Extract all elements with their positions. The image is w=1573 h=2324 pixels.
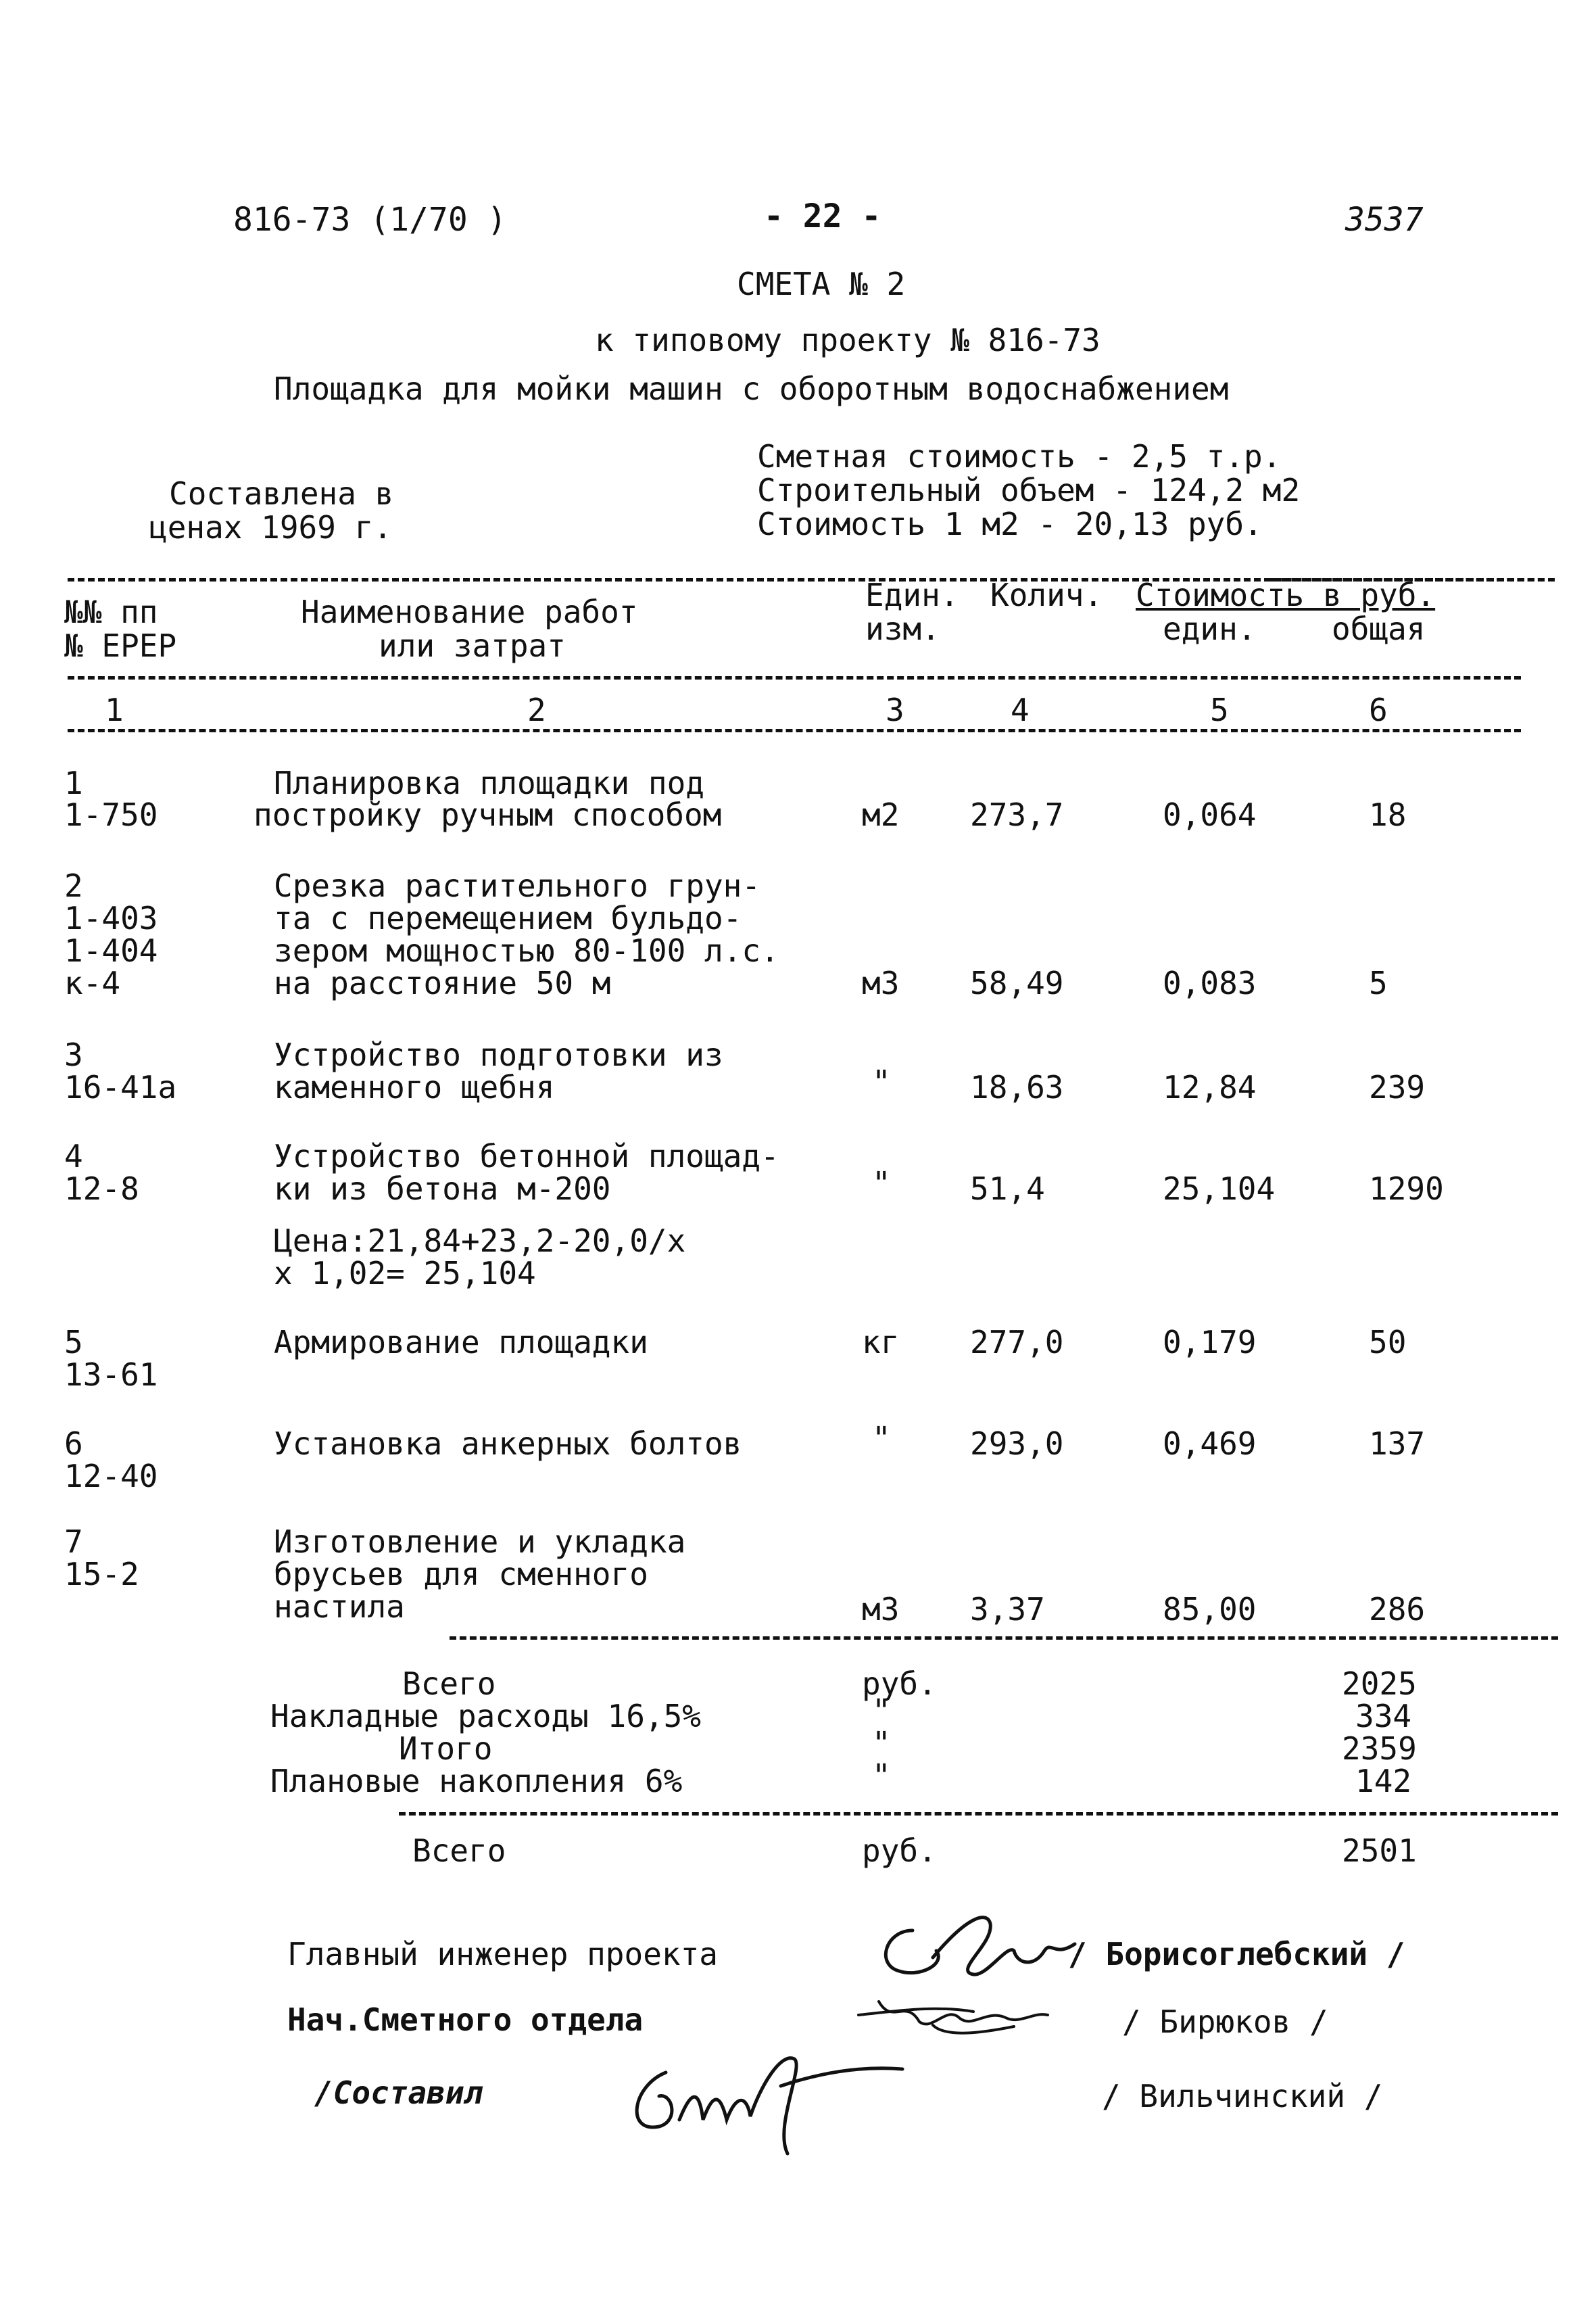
row6-qty: 293,0 bbox=[970, 1425, 1064, 1462]
row4-name: ки из бетона м-200 bbox=[274, 1170, 611, 1207]
row7-unit: м3 bbox=[862, 1591, 900, 1628]
row2-name: на расстояние 50 м bbox=[274, 965, 611, 1001]
row6-code: 6 bbox=[64, 1425, 83, 1462]
total-label: Всего bbox=[402, 1665, 496, 1702]
compiled-line2: ценах 1969 г. bbox=[149, 509, 393, 546]
row1-name: постройку ручным способом bbox=[253, 797, 722, 833]
row3-code: 3 bbox=[64, 1037, 83, 1073]
row5-code: 13-61 bbox=[64, 1356, 158, 1393]
row3-qty: 18,63 bbox=[970, 1069, 1064, 1106]
row5-unit: кг bbox=[862, 1324, 900, 1360]
row1-price: 0,064 bbox=[1163, 797, 1257, 833]
row1-total: 18 bbox=[1369, 797, 1407, 833]
overhead-unit: " bbox=[872, 1692, 891, 1729]
col-num-3: 3 bbox=[886, 692, 904, 728]
row1-name: Планировка площадки под bbox=[274, 765, 704, 801]
row5-name: Армирование площадки bbox=[274, 1324, 648, 1360]
row2-code: 1-404 bbox=[64, 932, 158, 969]
row4-qty: 51,4 bbox=[970, 1170, 1045, 1207]
sign-role-chief-engineer: Главный инженер проекта bbox=[287, 1936, 718, 1972]
col-header-cost-unit: един. bbox=[1163, 611, 1257, 647]
row1-code: 1 bbox=[64, 765, 83, 801]
row5-price: 0,179 bbox=[1163, 1324, 1257, 1360]
col-num-6: 6 bbox=[1369, 692, 1388, 728]
row4-price: 25,104 bbox=[1163, 1170, 1276, 1207]
estimate-title: СМЕТА № 2 bbox=[737, 266, 906, 302]
summary-volume: Строительный объем - 124,2 м2 bbox=[757, 472, 1301, 508]
row4-note: х 1,02= 25,104 bbox=[274, 1255, 536, 1291]
row5-code: 5 bbox=[64, 1324, 83, 1360]
grand-total-unit: руб. bbox=[862, 1832, 937, 1869]
row2-qty: 58,49 bbox=[970, 965, 1064, 1001]
overhead-value: 334 bbox=[1355, 1698, 1412, 1734]
row6-unit: " bbox=[872, 1420, 891, 1456]
col-header-qty: Колич. bbox=[990, 577, 1103, 613]
col-header-name1: Наименование работ bbox=[301, 594, 638, 630]
signature-mark-chief-engineer bbox=[872, 1903, 1088, 1998]
summary-cost: Сметная стоимость - 2,5 т.р. bbox=[757, 438, 1282, 475]
row1-qty: 273,7 bbox=[970, 797, 1064, 833]
row7-name: брусьев для сменного bbox=[274, 1556, 648, 1592]
row6-name: Установка анкерных болтов bbox=[274, 1425, 742, 1462]
signature-mark-estimate-head bbox=[852, 1985, 1061, 2045]
row2-price: 0,083 bbox=[1163, 965, 1257, 1001]
grand-total-label: Всего bbox=[412, 1832, 506, 1869]
row3-name: Устройство подготовки из bbox=[274, 1037, 723, 1073]
row3-unit: " bbox=[872, 1064, 891, 1100]
subtotal-value: 2359 bbox=[1342, 1730, 1417, 1767]
planned-unit: " bbox=[872, 1757, 891, 1794]
row3-name: каменного щебня bbox=[274, 1069, 555, 1106]
estimate-subtitle: к типовому проекту № 816-73 bbox=[595, 322, 1100, 358]
planned-label: Плановые накопления 6% bbox=[270, 1763, 683, 1799]
row4-code: 4 bbox=[64, 1138, 83, 1175]
sign-name-chief-engineer: / Борисоглебский / bbox=[1068, 1936, 1405, 1972]
row6-price: 0,469 bbox=[1163, 1425, 1257, 1462]
sign-name-estimate-head: / Бирюков / bbox=[1122, 2003, 1328, 2040]
sign-role-compiler: /Составил bbox=[314, 2074, 483, 2111]
row2-code: 2 bbox=[64, 868, 83, 904]
estimate-object: Площадка для мойки машин с оборотным водоснабжением bbox=[274, 371, 1229, 407]
row6-total: 137 bbox=[1369, 1425, 1426, 1462]
col-num-5: 5 bbox=[1210, 692, 1229, 728]
row4-code: 12-8 bbox=[64, 1170, 139, 1207]
col-num-1: 1 bbox=[105, 692, 124, 728]
grand-total-rule bbox=[399, 1812, 1558, 1816]
row2-name: та с перемещением бульдо- bbox=[274, 900, 742, 936]
row7-code: 15-2 bbox=[64, 1556, 139, 1592]
col-num-4: 4 bbox=[1011, 692, 1030, 728]
col-header-unit1: Един. bbox=[865, 577, 959, 613]
row2-code: 1-403 bbox=[64, 900, 158, 936]
numbers-bottom-rule bbox=[68, 729, 1521, 732]
sign-role-estimate-head: Нач.Сметного отдела bbox=[287, 2001, 644, 2038]
col-header-unit2: изм. bbox=[865, 611, 940, 647]
row2-total: 5 bbox=[1369, 965, 1388, 1001]
col-header-cost-total: общая bbox=[1332, 611, 1426, 647]
total-value: 2025 bbox=[1342, 1665, 1417, 1702]
row7-name: настила bbox=[274, 1588, 405, 1625]
grand-total-value: 2501 bbox=[1342, 1832, 1417, 1869]
col-header-name2: или затрат bbox=[379, 627, 566, 664]
row3-code: 16-41а bbox=[64, 1069, 177, 1106]
row4-note: Цена:21,84+23,2-20,0/х bbox=[274, 1223, 686, 1259]
header-bottom-rule bbox=[68, 676, 1521, 680]
subtotal-rule bbox=[450, 1636, 1558, 1640]
col-num-2: 2 bbox=[527, 692, 546, 728]
row7-qty: 3,37 bbox=[970, 1591, 1045, 1628]
row6-code: 12-40 bbox=[64, 1458, 158, 1494]
row2-name: Срезка растительного грун- bbox=[274, 868, 761, 904]
row2-code: к-4 bbox=[64, 965, 121, 1001]
row2-name: зером мощностью 80-100 л.с. bbox=[274, 932, 779, 969]
signature-mark-compiler bbox=[619, 2045, 916, 2160]
row4-total: 1290 bbox=[1369, 1170, 1444, 1207]
col-header-code2: № ЕРЕР bbox=[64, 627, 177, 664]
row1-unit: м2 bbox=[862, 797, 900, 833]
row7-price: 85,00 bbox=[1163, 1591, 1257, 1628]
row2-unit: м3 bbox=[862, 965, 900, 1001]
row7-code: 7 bbox=[64, 1523, 83, 1560]
col-header-cost: Стоимость в руб. bbox=[1136, 577, 1436, 613]
summary-unit-cost: Стоимость 1 м2 - 20,13 руб. bbox=[757, 506, 1263, 542]
row4-name: Устройство бетонной площад- bbox=[274, 1138, 779, 1175]
row3-total: 239 bbox=[1369, 1069, 1426, 1106]
row5-qty: 277,0 bbox=[970, 1324, 1064, 1360]
overhead-label: Накладные расходы 16,5% bbox=[270, 1698, 701, 1734]
sign-name-compiler: / Вильчинский / bbox=[1102, 2078, 1383, 2114]
row7-total: 286 bbox=[1369, 1591, 1426, 1628]
col-header-code1: №№ пп bbox=[64, 594, 158, 630]
page-number: - 22 - bbox=[764, 197, 881, 235]
planned-value: 142 bbox=[1355, 1763, 1412, 1799]
doc-code: 816-73 (1/70 ) bbox=[233, 201, 507, 239]
row1-code: 1-750 bbox=[64, 797, 158, 833]
row5-total: 50 bbox=[1369, 1324, 1407, 1360]
row3-price: 12,84 bbox=[1163, 1069, 1257, 1106]
row7-name: Изготовление и укладка bbox=[274, 1523, 686, 1560]
compiled-line1: Составлена в bbox=[169, 475, 394, 512]
subtotal-label: Итого bbox=[399, 1730, 493, 1767]
sheet-number: 3537 bbox=[1345, 201, 1424, 239]
total-unit: руб. bbox=[862, 1665, 937, 1702]
subtotal-unit: " bbox=[872, 1725, 891, 1761]
row4-unit: " bbox=[872, 1165, 891, 1202]
cost-header-rule bbox=[1271, 578, 1555, 582]
